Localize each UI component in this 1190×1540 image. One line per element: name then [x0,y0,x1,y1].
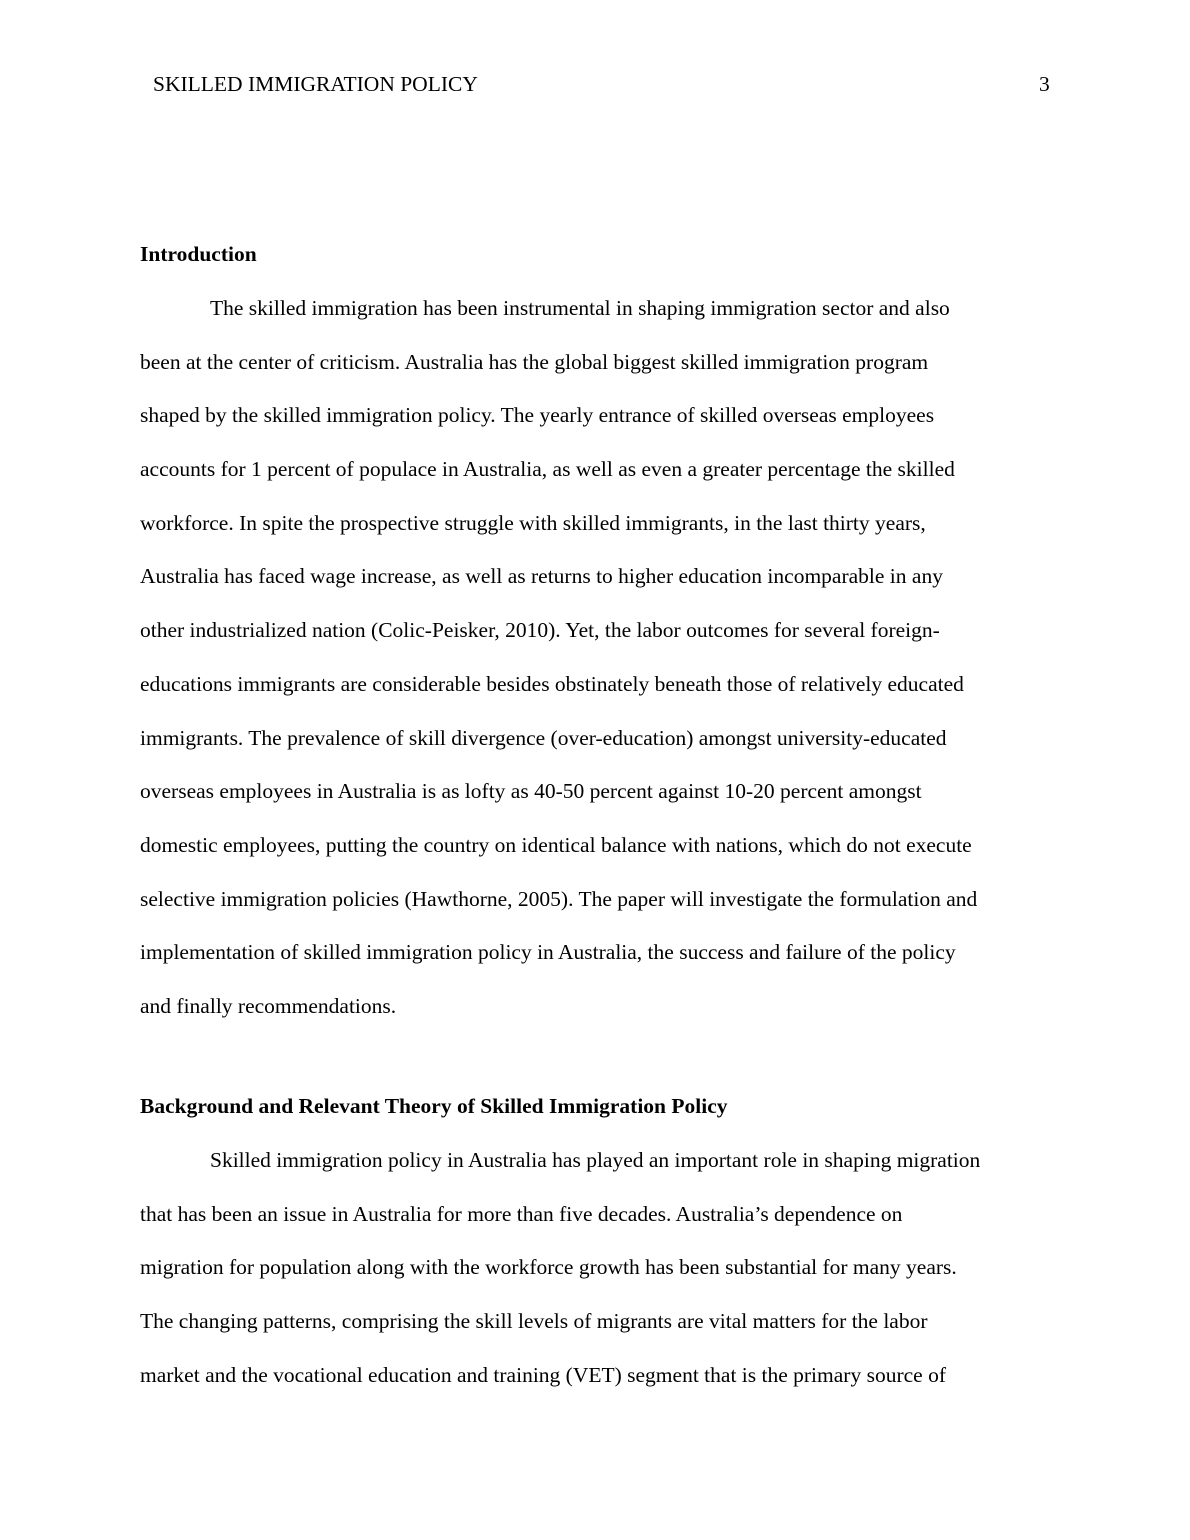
section-heading-background: Background and Relevant Theory of Skilled Immigration Policy [140,1094,728,1118]
paragraph-line: selective immigration policies (Hawthorne, 2005). The paper will investigate the formulation and [140,886,978,911]
paragraph-line: market and the vocational education and training (VET) segment that is the primary source of [140,1362,946,1387]
background-paragraph [140,1146,1060,1414]
paragraph-line: accounts for 1 percent of populace in Australia, as well as even a greater percentage the skilled [140,457,955,482]
paragraph-line: other industrialized nation (Colic-Peisker, 2010). Yet, the labor outcomes for several foreign- [140,618,940,643]
paragraph-line: Skilled immigration policy in Australia has played an important role in shaping migration [210,1148,981,1172]
paragraph-line: workforce. In spite the prospective struggle with skilled immigrants, in the last thirty years, [140,510,926,535]
paragraph-line: shaped by the skilled immigration policy. The yearly entrance of skilled overseas employees [140,403,935,428]
paragraph-line: migration for population along with the workforce growth has been substantial for many years. [140,1255,957,1280]
paragraph-line: that has been an issue in Australia for more than five decades. Australia’s dependence on [140,1201,903,1226]
paragraph-line: The changing patterns, comprising the skill levels of migrants are vital matters for the labor [140,1309,928,1334]
paragraph-line: immigrants. The prevalence of skill divergence (over-education) amongst university-educated [140,725,947,750]
paragraph-line: educations immigrants are considerable besides obstinately beneath those of relatively educated [140,671,964,696]
section-heading-introduction: Introduction [140,242,257,266]
paragraph-line: been at the center of criticism. Australia has the global biggest skilled immigration program [140,349,929,374]
introduction-paragraph [140,294,1060,1046]
paragraph-line: overseas employees in Australia is as lofty as 40-50 percent against 10-20 percent amongst [140,779,922,804]
paragraph-line: The skilled immigration has been instrumental in shaping immigration sector and also [210,296,950,320]
paragraph-line: domestic employees, putting the country on identical balance with nations, which do not execute [140,832,972,857]
page-number: 3 [1039,72,1050,96]
paragraph-line: implementation of skilled immigration policy in Australia, the success and failure of the policy [140,940,956,965]
paragraph-line: and finally recommendations. [140,993,397,1018]
running-head: SKILLED IMMIGRATION POLICY [153,72,478,96]
paragraph-line: Australia has faced wage increase, as well as returns to higher education incomparable in any [140,564,943,589]
